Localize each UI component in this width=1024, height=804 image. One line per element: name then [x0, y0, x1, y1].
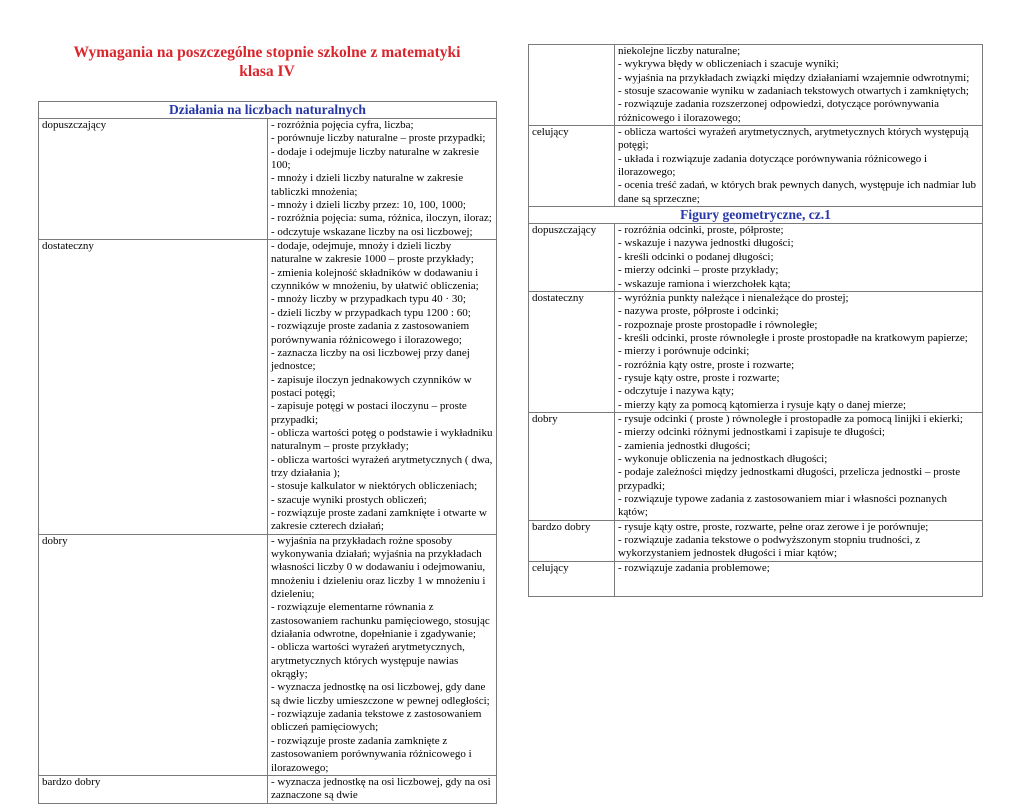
section-title-geometry: Figury geometryczne, cz.1: [529, 207, 983, 224]
requirement-item: - rysuje kąty ostre, proste, rozwarte, pełne oraz zerowe i je porównuje;: [618, 520, 929, 533]
requirement-item: - rozwiązuje zadania tekstowe z zastosowaniem obliczeń pamięciowych;: [271, 708, 482, 734]
requirement-item: - szacuje wyniki prostych obliczeń;: [271, 493, 427, 506]
requirement-item: - zapisuje iloczyn jednakowych czynników w postaci potęgi;: [271, 373, 472, 399]
requirement-item: - wyznacza jednostkę na osi liczbowej, gdy na osi zaznaczone są dwie: [271, 775, 491, 802]
requirement-item: - wykrywa błędy w obliczeniach i szacuje wyniki;: [618, 58, 839, 71]
section-header-row: [39, 102, 497, 119]
section-header-row: [529, 207, 983, 224]
requirements-cell: [268, 240, 497, 535]
requirement-item: - wyjaśnia na przykładach rożne sposoby wykonywania działań; wyjaśnia na przykładach własności liczby 0 w dodawaniu i odejmowaniu, mnożeniu i dzieleniu oraz liczby 1 w mnożeniu i dzieleniu;: [271, 534, 486, 601]
requirement-item: - układa i rozwiązuje zadania dotyczące porównywania różnicowego i ilorazowego;: [618, 152, 928, 179]
grade-label: bardzo dobry: [39, 775, 268, 803]
requirement-item: - zapisuje potęgi w postaci iloczynu – proste przypadki;: [271, 400, 467, 426]
requirement-item: - rozwiązuje typowe zadania z zastosowaniem miar i własności poznanych kątów;: [618, 493, 947, 519]
requirement-item: - mierzy i porównuje odcinki;: [618, 345, 750, 358]
requirement-item: - rozróżnia kąty ostre, proste i rozwarte;: [618, 358, 795, 371]
right-requirements-table: [528, 44, 983, 597]
requirement-item: - mierzy odcinki – proste przykłady;: [618, 264, 779, 277]
table-row: [529, 45, 983, 126]
table-row: [39, 775, 497, 803]
requirement-item: niekolejne liczby naturalne;: [618, 45, 741, 57]
requirement-item: - mnoży i dzieli liczby naturalne w zakresie tabliczki mnożenia;: [271, 172, 464, 198]
requirements-cell: [615, 291, 983, 412]
requirement-item: - oblicza wartości wyrażeń arytmetycznych, arytmetycznych których występuje nawias okrągły;: [271, 641, 465, 681]
requirement-item: - rozwiązuje proste zadani zamknięte i otwarte w zakresie czterech działań;: [271, 506, 487, 533]
table-row: [529, 126, 983, 207]
grade-label: dobry: [529, 412, 615, 520]
requirement-item: - nazywa proste, półproste i odcinki;: [618, 305, 779, 318]
requirement-item: - ocenia treść zadań, w których brak pewnych danych, występuje ich nadmiar lub dane są sprzeczne;: [618, 179, 976, 205]
requirement-item: - kreśli odcinki o podanej długości;: [618, 250, 774, 263]
grade-label: dopuszczający: [529, 224, 615, 292]
requirements-cell: [268, 775, 497, 803]
requirements-cell: [615, 520, 983, 561]
requirements-cell: [615, 412, 983, 520]
requirement-item: - mnoży i dzieli liczby przez: 10, 100, 1000;: [271, 199, 466, 212]
requirement-item: - rozwiązuje zadania tekstowe o podwyższonym stopniu trudności, z wykorzystaniem jednostek długości i miar kątów;: [618, 534, 921, 560]
table-row: [39, 534, 497, 775]
requirement-item: - wyznacza jednostkę na osi liczbowej, gdy dane są dwie liczby umieszczone w pewnej odległości;: [271, 681, 490, 707]
requirement-item: - mnoży liczby w przypadkach typu 40 · 30;: [271, 293, 466, 306]
requirement-item: - rozwiązuje zadania rozszerzonej odpowiedzi, dotyczące porównywania różnicowego i ilorazowego;: [618, 98, 939, 124]
table-row: [39, 240, 497, 535]
requirement-item: - wskazuje i nazywa jednostki długości;: [618, 237, 794, 250]
grade-label-empty: [529, 45, 615, 126]
requirement-item: - oblicza wartości wyrażeń arytmetycznych, arytmetycznych których występują potęgi;: [618, 126, 969, 152]
table-row: [529, 291, 983, 412]
table-row: [529, 412, 983, 520]
requirement-item: - porównuje liczby naturalne – proste przypadki;: [271, 132, 486, 145]
title-line-1: Wymagania na poszczególne stopnie szkolne z matematyki: [73, 44, 461, 61]
requirement-item: - podaje zależności między jednostkami długości, przelicza jednostki – proste przypadki;: [618, 466, 961, 492]
requirement-item: - wskazuje ramiona i wierzchołek kąta;: [618, 277, 791, 290]
left-requirements-table: [38, 101, 497, 804]
requirement-item: - zmienia kolejność składników w dodawaniu i czynników w mnożeniu, by ułatwić obliczenia;: [271, 266, 479, 293]
table-row: [529, 520, 983, 561]
requirement-item: - dodaje i odejmuje liczby naturalne w zakresie 100;: [271, 145, 479, 172]
requirement-item: - wyjaśnia na przykładach związki między działaniami wzajemnie odwrotnymi;: [618, 71, 970, 84]
section-title-operations: Działania na liczbach naturalnych: [39, 102, 497, 119]
requirement-item: - zamienia jednostki długości;: [618, 439, 751, 452]
table-row: [39, 119, 497, 240]
requirement-item: - rozróżnia pojęcia: suma, różnica, iloczyn, iloraz;: [271, 212, 492, 225]
requirement-item: - rysuje kąty ostre, proste i rozwarte;: [618, 371, 780, 384]
requirement-item: - rozróżnia pojęcia cyfra, liczba;: [271, 119, 414, 131]
requirement-item: - rozwiązuje zadania problemowe;: [618, 561, 770, 574]
requirement-item: - oblicza wartości potęg o podstawie i wykładniku naturalnym – proste przykłady;: [271, 426, 493, 453]
grade-label: celujący: [529, 561, 615, 596]
requirement-item: - rozróżnia odcinki, proste, półproste;: [618, 224, 784, 237]
requirement-item: - rozwiązuje elementarne równania z zastosowaniem rachunku pamięciowego, stosując działania odwrotne, dopełnianie i zgadywanie;: [271, 601, 490, 641]
requirement-item: - rysuje odcinki ( proste ) równoległe i prostopadłe za pomocą linijki i ekierki;: [618, 412, 963, 425]
requirement-item: - rozpoznaje proste prostopadłe i równoległe;: [618, 318, 818, 331]
requirements-cell: [615, 561, 983, 596]
requirement-item: - zaznacza liczby na osi liczbowej przy danej jednostce;: [271, 346, 470, 373]
requirement-item: - odczytuje i nazywa kąty;: [618, 385, 735, 398]
grade-label: dobry: [39, 534, 268, 775]
requirements-cell: [615, 126, 983, 207]
requirement-item: - kreśli odcinki, proste równoległe i proste prostopadłe na kratkowym papierze;: [618, 331, 968, 344]
requirement-item: - odczytuje wskazane liczby na osi liczbowej;: [271, 225, 473, 238]
requirement-item: - dzieli liczby w przypadkach typu 1200 : 60;: [271, 306, 471, 319]
requirements-cell: [268, 534, 497, 775]
requirement-item: - stosuje szacowanie wyniku w zadaniach tekstowych otwartych i zamkniętych;: [618, 85, 969, 98]
table-row: [529, 561, 983, 596]
requirement-item: - rozwiązuje proste zadania zamknięte z zastosowaniem porównywania różnicowego i ilorazowego;: [271, 734, 472, 774]
requirement-item: - dodaje, odejmuje, mnoży i dzieli liczby naturalne w zakresie 1000 – proste przykłady;: [271, 240, 474, 266]
title-line-2: klasa IV: [239, 63, 295, 80]
grade-label: dopuszczający: [39, 119, 268, 240]
requirements-cell: [615, 224, 983, 292]
grade-label: celujący: [529, 126, 615, 207]
requirements-cell: [615, 45, 983, 126]
grade-label: dostateczny: [529, 291, 615, 412]
requirement-item: - wykonuje obliczenia na jednostkach długości;: [618, 452, 828, 465]
grade-label: dostateczny: [39, 240, 268, 535]
requirement-item: - mierzy odcinki różnymi jednostkami i zapisuje te długości;: [618, 426, 885, 439]
grade-label: bardzo dobry: [529, 520, 615, 561]
requirement-item: - stosuje kalkulator w niektórych obliczeniach;: [271, 480, 478, 493]
requirement-item: - mierzy kąty za pomocą kątomierza i rysuje kąty o danej mierze;: [618, 398, 907, 411]
document-title: [38, 43, 496, 81]
requirements-cell: [268, 119, 497, 240]
requirement-item: - rozwiązuje proste zadania z zastosowaniem porównywania różnicowego i ilorazowego;: [271, 320, 470, 346]
requirement-item: - oblicza wartości wyrażeń arytmetycznych ( dwa, trzy działania );: [271, 453, 493, 479]
table-row: [529, 224, 983, 292]
requirement-item: - wyróżnia punkty należące i nienależące do prostej;: [618, 291, 849, 304]
